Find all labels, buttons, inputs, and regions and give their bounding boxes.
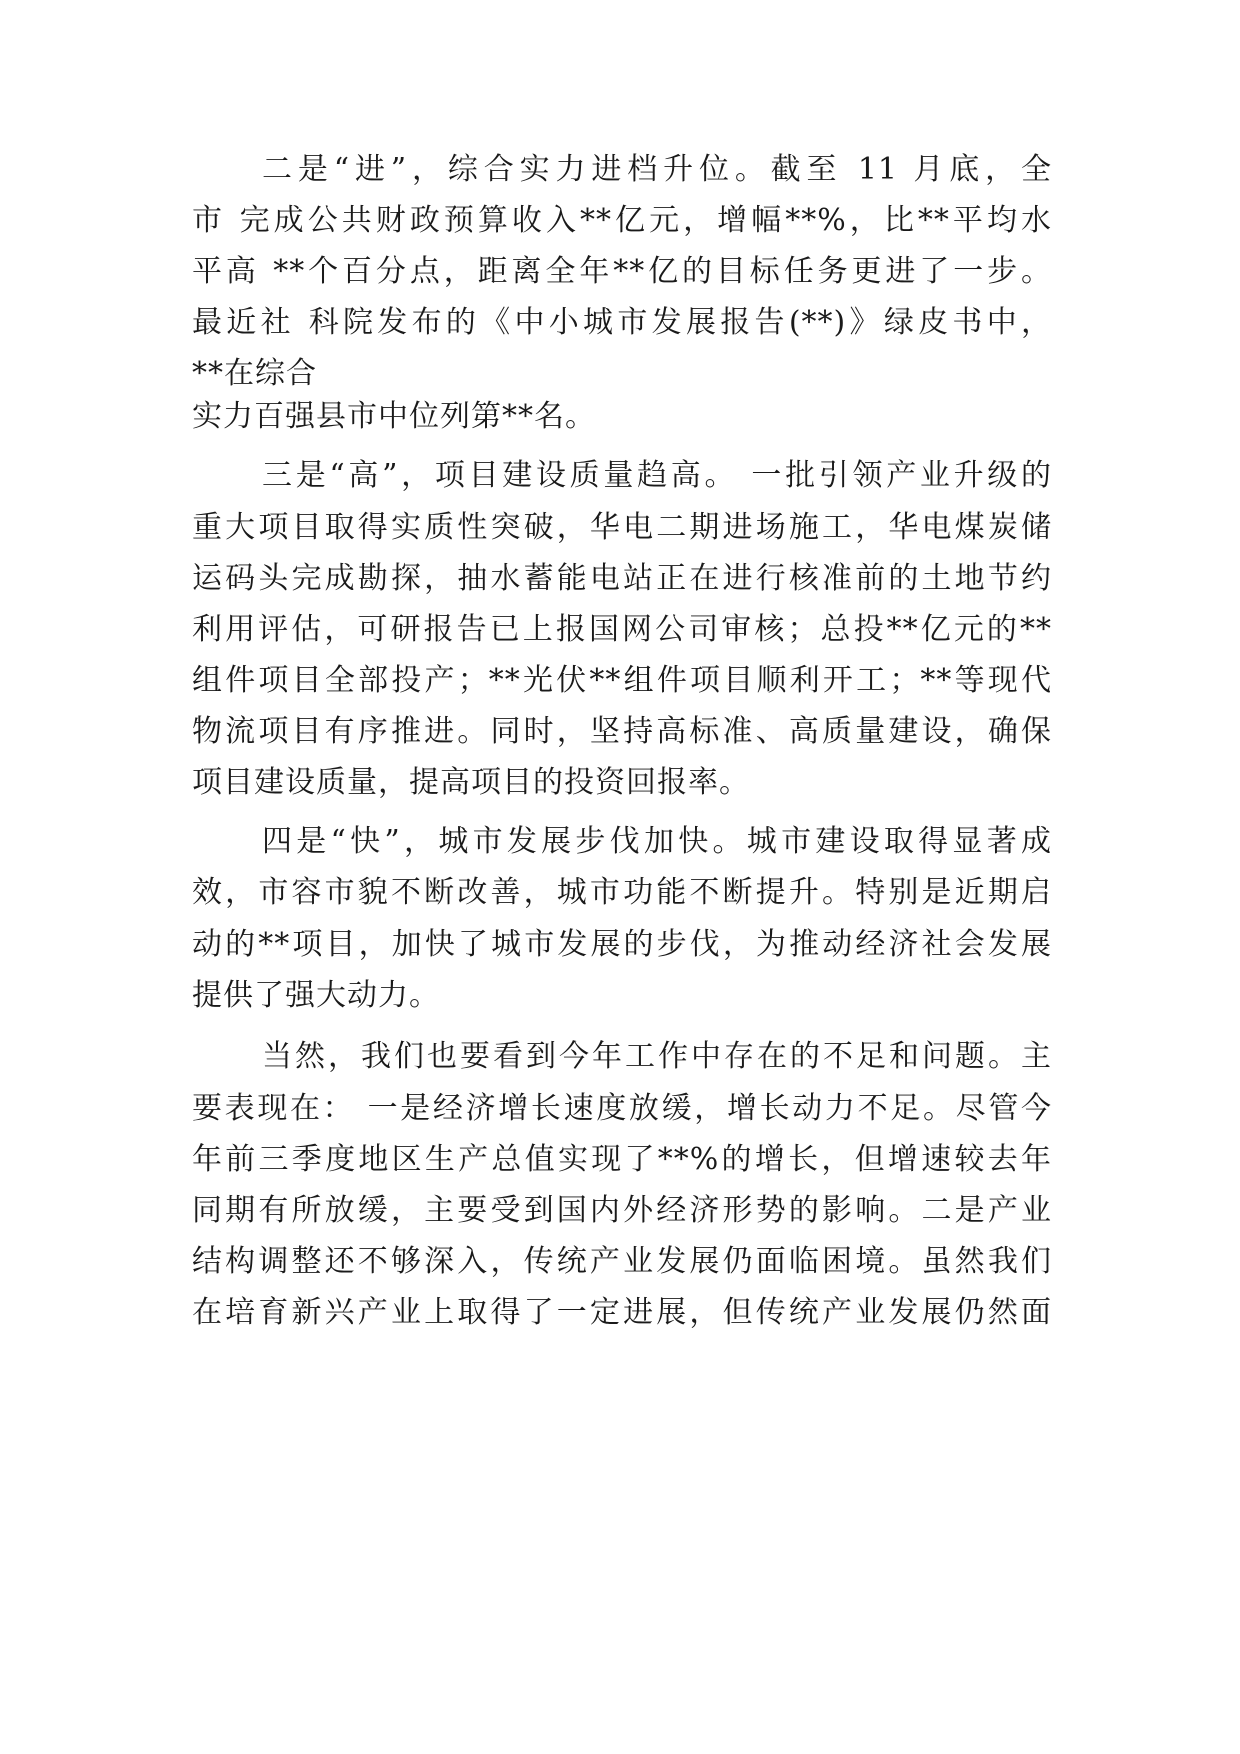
paragraph-4-line-5: 结构调整还不够深入，传统产业发展仍面临困境。虽然我们 [192, 1244, 1052, 1279]
paragraph-4-line-6: 在培育新兴产业上取得了一定进展，但传统产业发展仍然面 [192, 1295, 1052, 1330]
paragraph-2-line-1: 三是“高”，项目建设质量趋高。 一批引领产业升级的 [262, 458, 1052, 493]
paragraph-4-line-2: 要表现在： 一是经济增长速度放缓，增长动力不足。尽管今 [192, 1091, 1052, 1126]
paragraph-1-line-6: 实力百强县市中位列第**名。 [192, 399, 596, 434]
paragraph-2-line-3: 运码头完成勘探，抽水蓄能电站正在进行核准前的土地节约 [192, 561, 1052, 596]
paragraph-2-line-4: 利用评估，可研报告已上报国网公司审核；总投**亿元的** [192, 612, 1052, 647]
paragraph-1-line-4: 最近社 科院发布的《中小城市发展报告(**)》绿皮书中， [192, 305, 1052, 340]
paragraph-4-line-3: 年前三季度地区生产总值实现了**%的增长，但增速较去年 [192, 1142, 1052, 1177]
paragraph-3-line-3: 动的**项目，加快了城市发展的步伐，为推动经济社会发展 [192, 927, 1052, 962]
paragraph-1-line-2: 市 完成公共财政预算收入**亿元，增幅**%，比**平均水 [192, 203, 1052, 238]
paragraph-2-line-7: 项目建设质量，提高项目的投资回报率。 [192, 765, 750, 800]
paragraph-1-line-1: 二是“进”，综合实力进档升位。截至 11 月底，全 [262, 152, 1052, 187]
paragraph-1-line-5: **在综合 [192, 356, 317, 391]
paragraph-2-line-2: 重大项目取得实质性突破，华电二期进场施工，华电煤炭储 [192, 510, 1052, 545]
paragraph-3-line-1: 四是“快”，城市发展步伐加快。城市建设取得显著成 [262, 824, 1052, 859]
paragraph-2-line-6: 物流项目有序推进。同时，坚持高标准、高质量建设，确保 [192, 714, 1052, 749]
paragraph-4-line-4: 同期有所放缓，主要受到国内外经济形势的影响。二是产业 [192, 1193, 1052, 1228]
paragraph-4-line-1: 当然，我们也要看到今年工作中存在的不足和问题。主 [262, 1039, 1052, 1074]
paragraph-3-line-2: 效，市容市貌不断改善，城市功能不断提升。特别是近期启 [192, 875, 1052, 910]
paragraph-2-line-5: 组件项目全部投产；**光伏**组件项目顺利开工；**等现代 [192, 663, 1052, 698]
paragraph-3-line-4: 提供了强大动力。 [192, 978, 440, 1013]
paragraph-1-line-3: 平高 **个百分点，距离全年**亿的目标任务更进了一步。 [192, 254, 1052, 289]
